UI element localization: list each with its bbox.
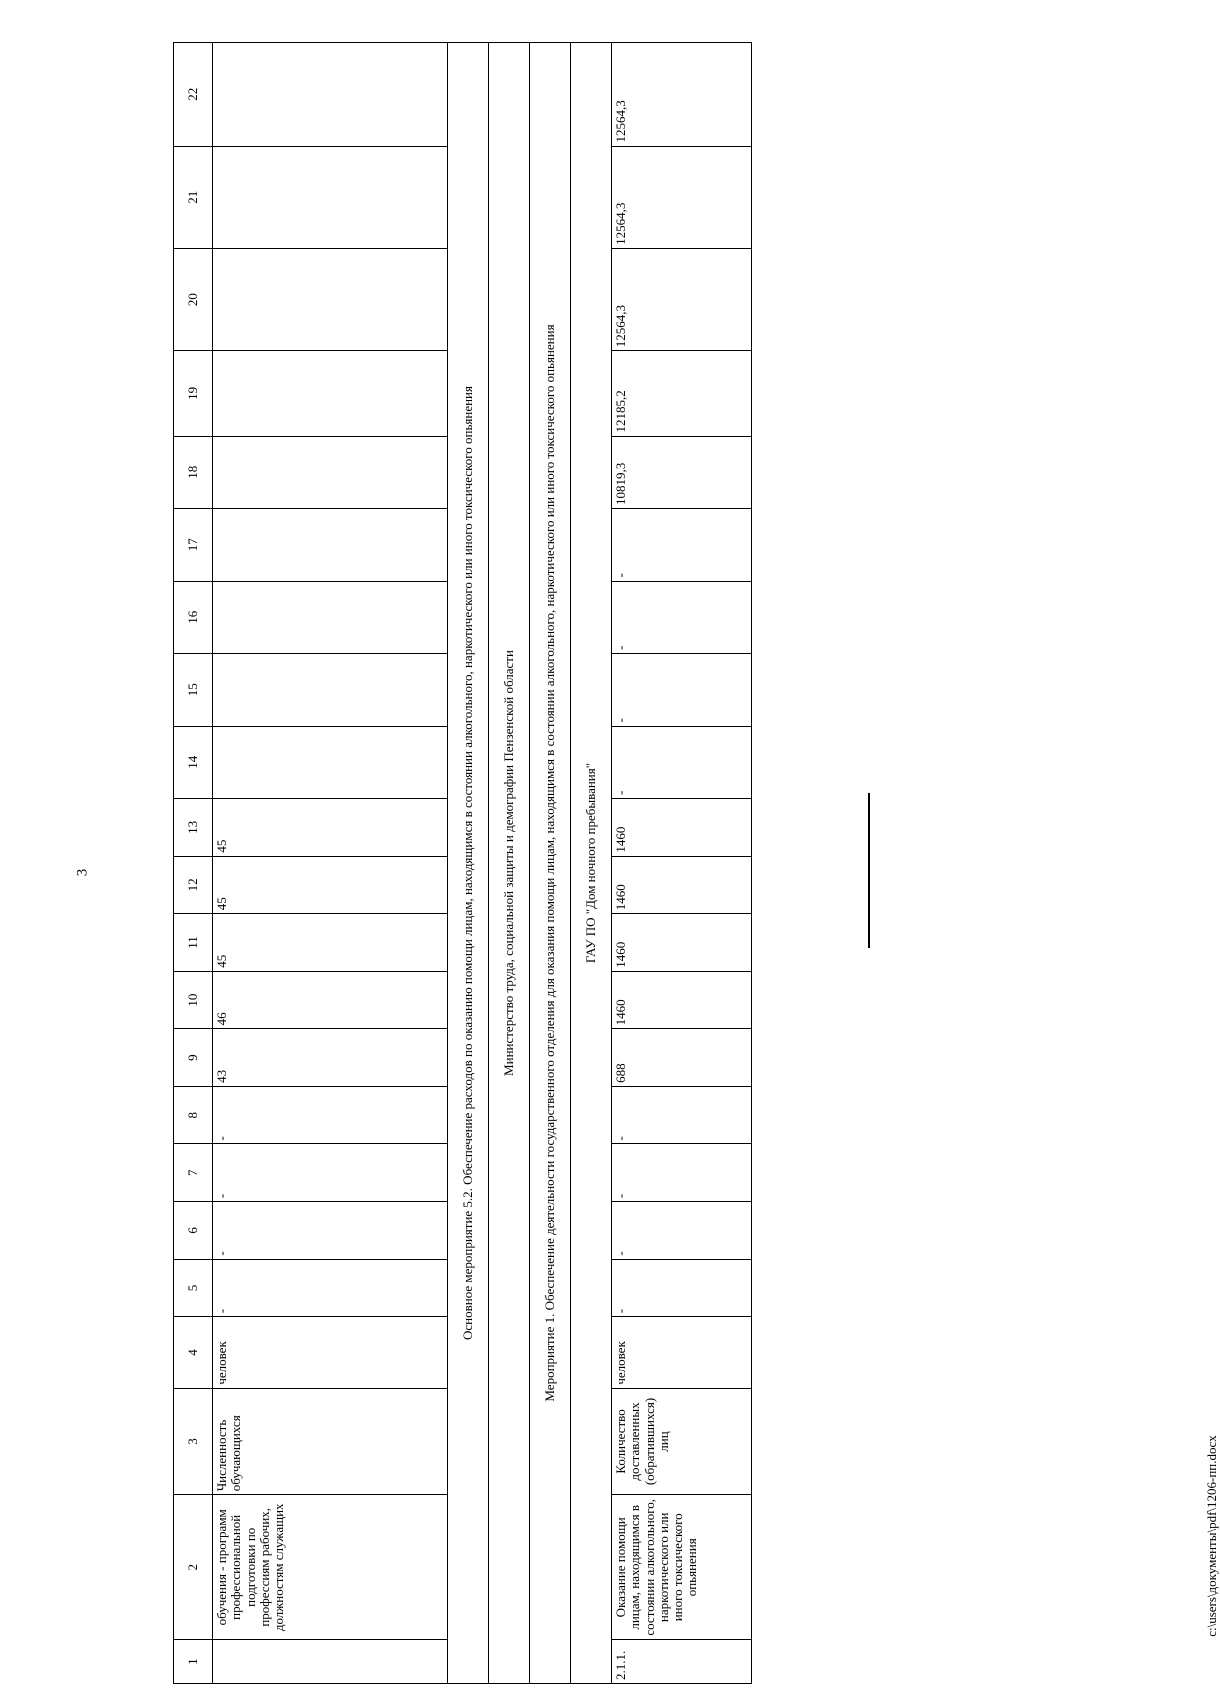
table-cell [213, 436, 448, 509]
table-cell: Численность обучающихся [213, 1388, 448, 1495]
table-cell [213, 581, 448, 654]
table-cell: 46 [213, 971, 448, 1029]
rotated-table-container [173, 42, 773, 1684]
table-cell [213, 351, 448, 436]
table-cell: - [612, 581, 752, 654]
table-cell: 43 [213, 1029, 448, 1087]
header-cell: 17 [174, 509, 213, 582]
table-cell: - [612, 1259, 752, 1317]
page-number: 3 [74, 868, 91, 877]
header-cell: 18 [174, 436, 213, 509]
table-cell: - [612, 1144, 752, 1202]
table-cell [213, 654, 448, 727]
header-cell: 3 [174, 1388, 213, 1495]
table-row [612, 43, 752, 1684]
section-heading: Мероприятие 1. Обеспечение деятельности государственного отделения для оказания помощи лицам, находящимся в состоянии алкогольного, наркотического или иного токсического опьянения [530, 43, 571, 1684]
table-cell: 45 [213, 914, 448, 972]
table-cell: человек [213, 1317, 448, 1388]
table-cell: 1460 [612, 971, 752, 1029]
table-cell: обучения - программ профессиональной подготовки по профессиям рабочих, должностям служащих [213, 1495, 448, 1640]
table-row [213, 43, 448, 1684]
table-cell: 688 [612, 1029, 752, 1087]
section-heading: ГАУ ПО "Дом ночного пребывания" [571, 43, 612, 1684]
table-cell: 45 [213, 856, 448, 914]
table-cell [213, 146, 448, 248]
header-cell: 2 [174, 1495, 213, 1640]
table-cell [213, 1640, 448, 1684]
footnote-separator-line [868, 793, 870, 948]
table-cell: 45 [213, 799, 448, 857]
table-cell: - [213, 1259, 448, 1317]
header-cell: 11 [174, 914, 213, 972]
header-cell: 7 [174, 1144, 213, 1202]
header-cell: 12 [174, 856, 213, 914]
header-cell: 8 [174, 1086, 213, 1144]
section-row [530, 43, 571, 1684]
header-row [174, 43, 213, 1684]
table-cell: 10819,3 [612, 436, 752, 509]
header-cell: 15 [174, 654, 213, 727]
table-cell [213, 43, 448, 147]
header-cell: 19 [174, 351, 213, 436]
table-cell: - [612, 1086, 752, 1144]
table-cell [213, 726, 448, 799]
header-cell: 16 [174, 581, 213, 654]
section-row [571, 43, 612, 1684]
table-cell: - [612, 654, 752, 727]
table-cell: 12185,2 [612, 351, 752, 436]
table-cell: 12564,3 [612, 43, 752, 147]
table-cell [213, 248, 448, 350]
program-table [173, 42, 752, 1684]
header-cell: 13 [174, 799, 213, 857]
table-cell: 1460 [612, 856, 752, 914]
header-cell: 5 [174, 1259, 213, 1317]
table-cell: Количество доставленных (обратившихся) лиц [612, 1388, 752, 1495]
table-cell: - [612, 509, 752, 582]
section-heading: Основное мероприятие 5.2. Обеспечение расходов по оказанию помощи лицам, находящимся в состоянии алкогольного, наркотического или иного токсического опьянения [448, 43, 489, 1684]
table-cell: - [612, 726, 752, 799]
table-cell [213, 509, 448, 582]
header-cell: 9 [174, 1029, 213, 1087]
section-row [489, 43, 530, 1684]
table-cell: - [213, 1086, 448, 1144]
table-cell: - [612, 1202, 752, 1260]
footer-filename: c:\users\документы\pdf\1206-пп.docx [1203, 1435, 1219, 1637]
section-heading: Министерство труда, социальной защиты и демографии Пензенской области [489, 43, 530, 1684]
header-cell: 22 [174, 43, 213, 147]
table-cell: 1460 [612, 914, 752, 972]
header-cell: 14 [174, 726, 213, 799]
header-cell: 21 [174, 146, 213, 248]
header-cell: 4 [174, 1317, 213, 1388]
header-cell: 10 [174, 971, 213, 1029]
table-cell: Оказание помощи лицам, находящимся в состоянии алкогольного, наркотического или иного токсического опьянения [612, 1495, 752, 1640]
header-cell: 1 [174, 1640, 213, 1684]
table-cell: человек [612, 1317, 752, 1388]
section-row [448, 43, 489, 1684]
header-cell: 6 [174, 1202, 213, 1260]
table-cell: 12564,3 [612, 146, 752, 248]
table-cell: 12564,3 [612, 248, 752, 350]
table-cell: 2.1.1. [612, 1640, 752, 1684]
table-cell: - [213, 1144, 448, 1202]
table-cell: - [213, 1202, 448, 1260]
table-cell: 1460 [612, 799, 752, 857]
header-cell: 20 [174, 248, 213, 350]
